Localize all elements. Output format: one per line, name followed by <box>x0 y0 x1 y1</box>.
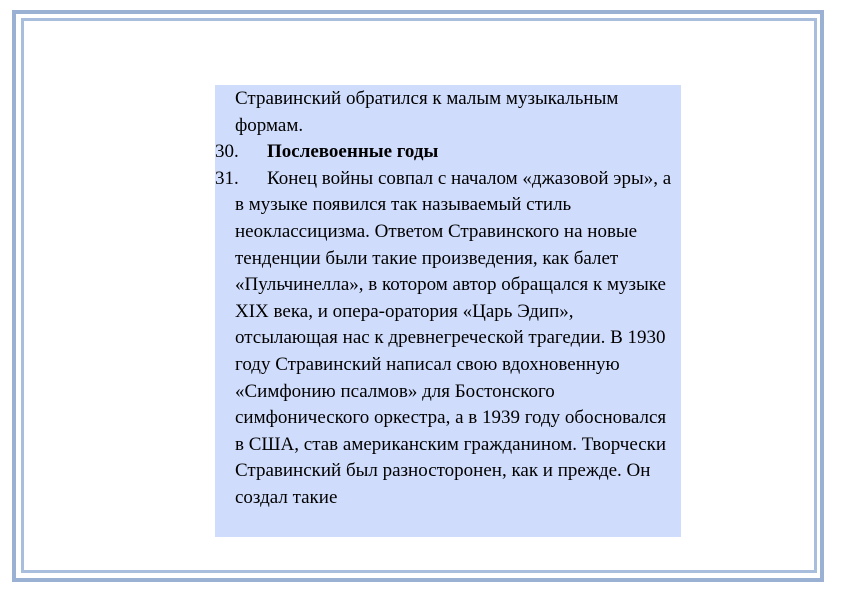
paragraph-number: 31. <box>215 167 239 189</box>
paragraph-number: 30. <box>215 141 239 163</box>
paragraph-text: Конец войны совпал с началом «джазовой эры», а в музыке появился так называемый стиль неоклассицизма. Ответом Стравинского на новые тенденции были такие произведения, как балет «Пульчинелла», в котором автор обращался к музыке XIX века, и опера-оратория «Царь Эдип», отсылающая нас к древнегреческой трагедии. В 1930 году Стравинский написал свою вдохновенную «Симфонию псалмов» для Бостонского симфонического оркестра, а в 1939 году обосновался в США, став американским гражданином. Творчески Стравинский был разносторонен, как и прежде. Он создал такие <box>235 167 672 508</box>
paragraph-body <box>215 166 673 512</box>
paragraph-continuation <box>215 86 673 139</box>
paragraph-heading <box>215 139 673 166</box>
paragraph-text: Стравинский обратился к малым музыкальным формам. <box>235 88 619 136</box>
text-block <box>215 85 681 537</box>
section-heading: Послевоенные годы <box>267 141 439 163</box>
